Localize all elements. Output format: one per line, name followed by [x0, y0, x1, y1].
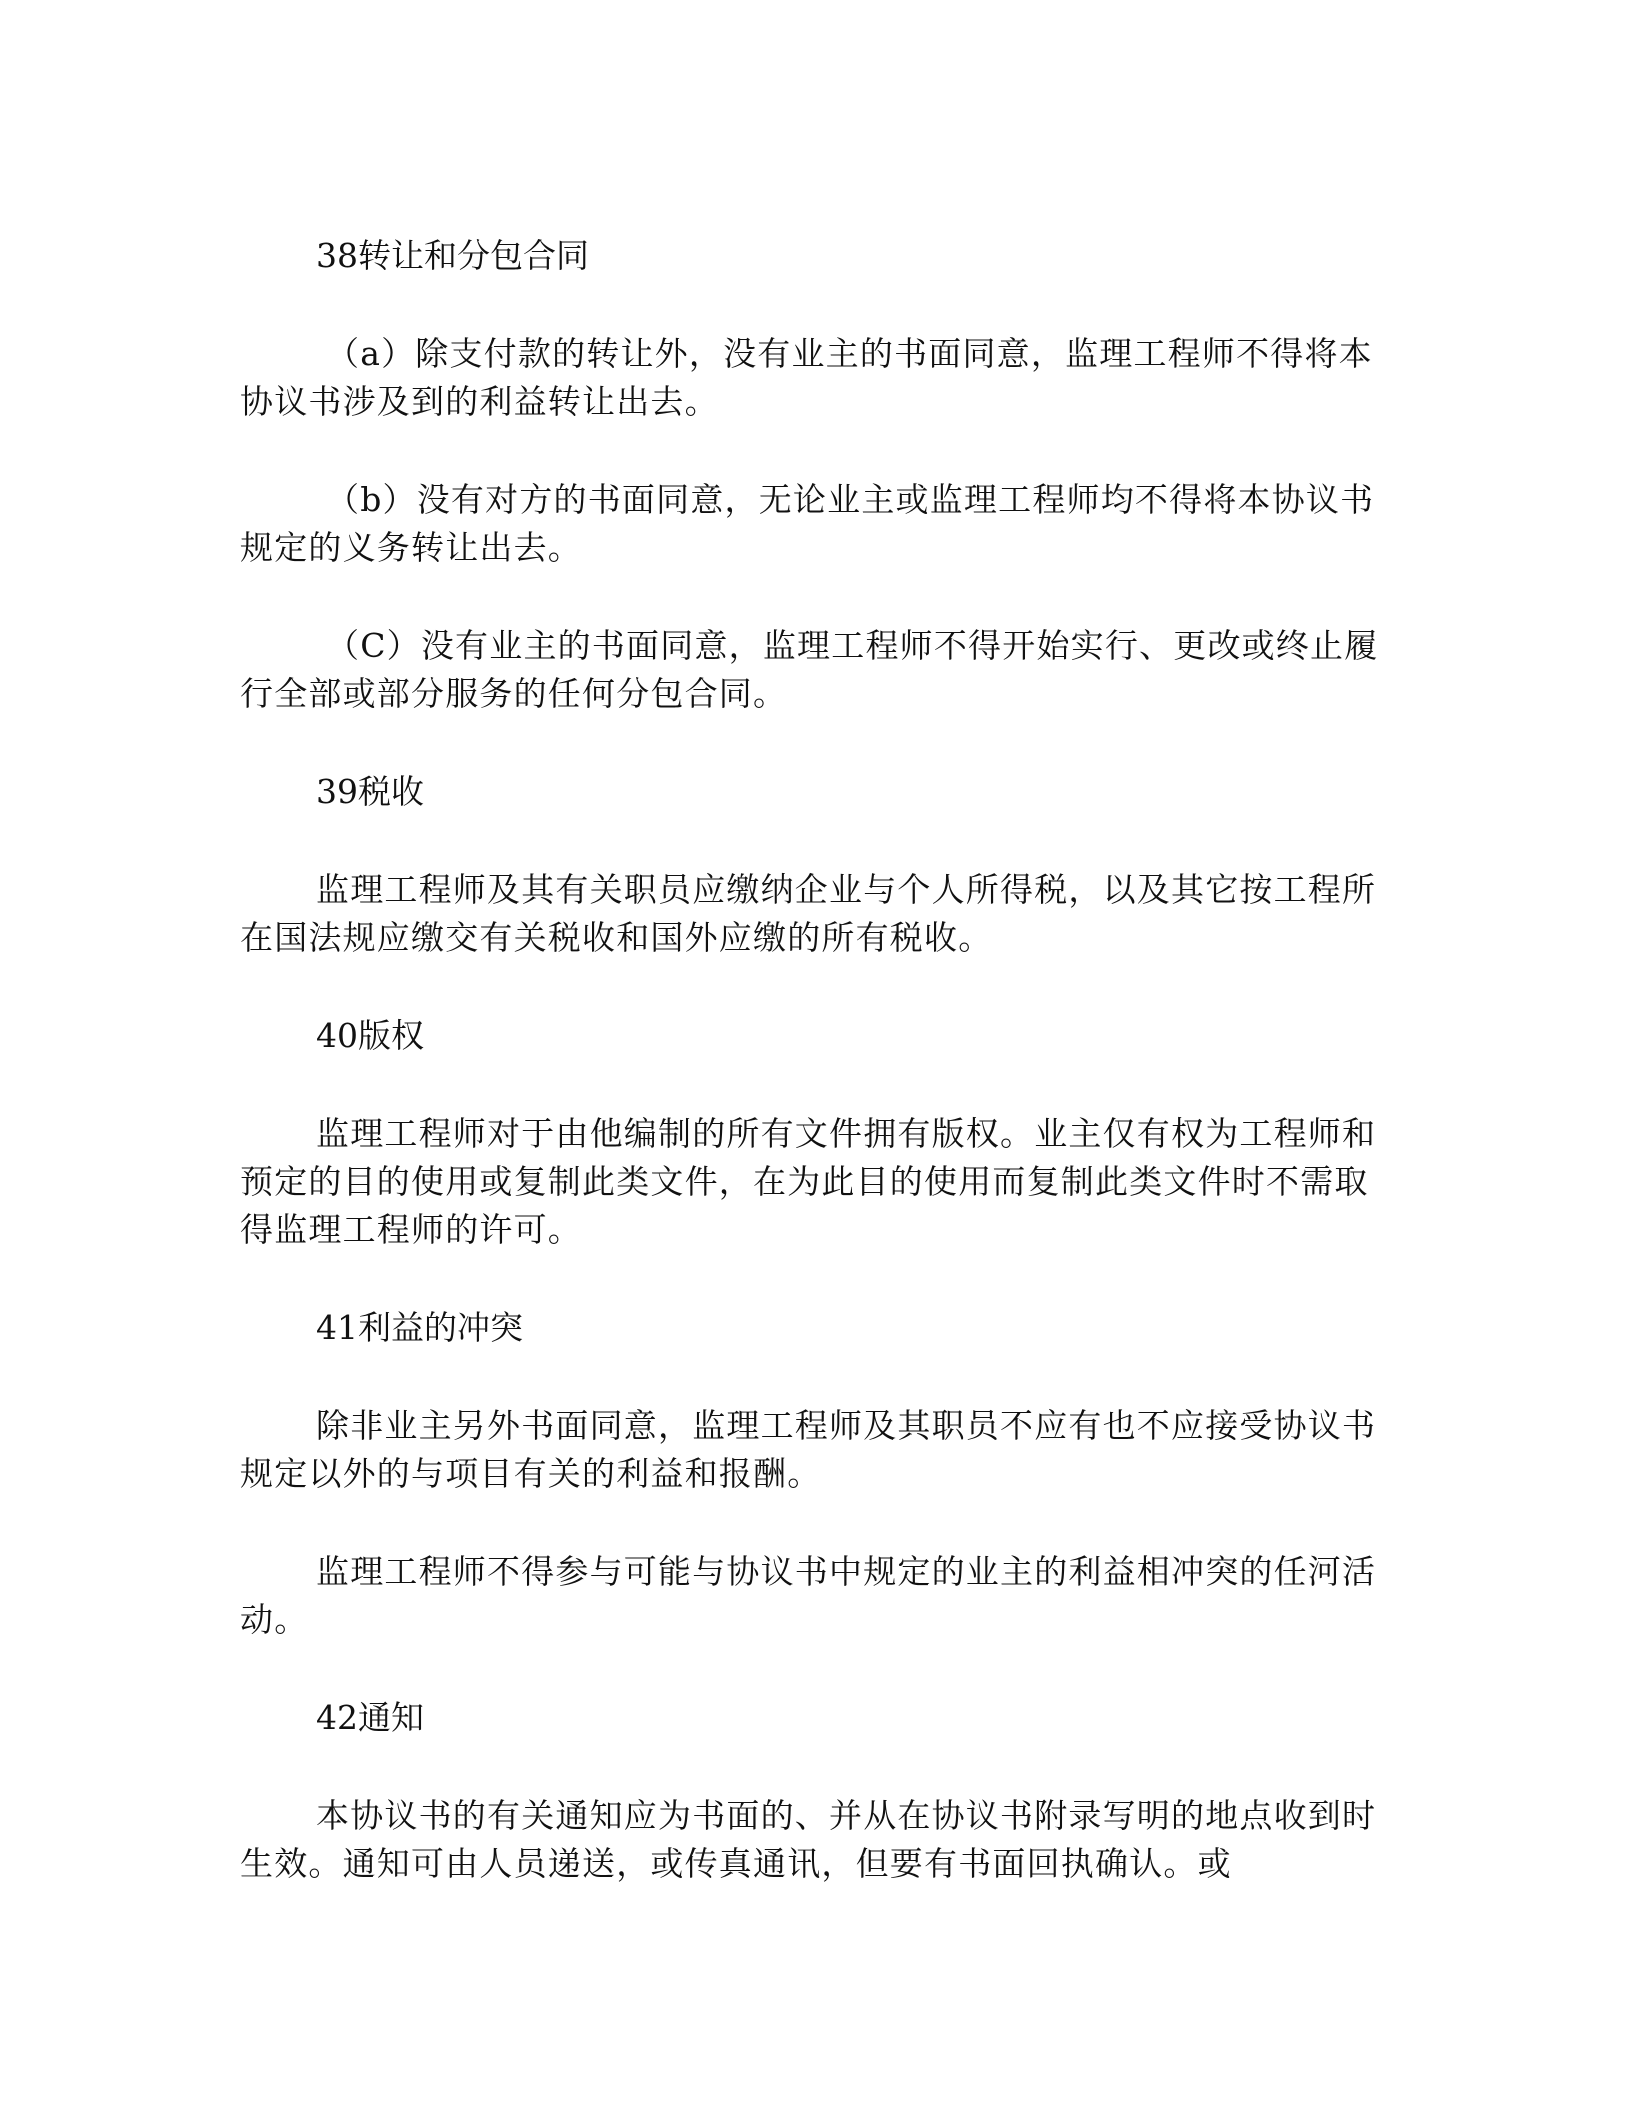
paragraph: 监理工程师不得参与可能与协议书中规定的业主的利益相冲突的任河活动。 [240, 1552, 1377, 1639]
section-heading: 39税收 [316, 772, 424, 811]
section-heading: 38转让和分包合同 [316, 236, 589, 275]
section-39 [240, 768, 1390, 962]
document-page [240, 232, 1390, 1888]
section-heading: 40版权 [316, 1016, 424, 1055]
paragraph: （b）没有对方的书面同意，无论业主或监理工程师均不得将本协议书规定的义务转让出去。 [240, 480, 1375, 567]
section-42 [240, 1694, 1390, 1888]
section-heading: 42通知 [316, 1698, 424, 1737]
paragraph: （a）除支付款的转让外，没有业主的书面同意，监理工程师不得将本协议书涉及到的利益转让出去。 [240, 334, 1373, 421]
section-40 [240, 1012, 1390, 1254]
paragraph: （C）没有业主的书面同意，监理工程师不得开始实行、更改或终止履行全部或部分服务的任何分包合同。 [240, 626, 1379, 713]
section-heading: 41利益的冲突 [316, 1308, 523, 1347]
paragraph: 除非业主另外书面同意，监理工程师及其职员不应有也不应接受协议书规定以外的与项目有关的利益和报酬。 [240, 1406, 1377, 1493]
section-38 [240, 232, 1390, 718]
paragraph: 本协议书的有关通知应为书面的、并从在协议书附录写明的地点收到时生效。通知可由人员递送，或传真通讯，但要有书面回执确认。或 [240, 1796, 1377, 1883]
paragraph: 监理工程师及其有关职员应缴纳企业与个人所得税，以及其它按工程所在国法规应缴交有关税收和国外应缴的所有税收。 [240, 870, 1377, 957]
paragraph: 监理工程师对于由他编制的所有文件拥有版权。业主仅有权为工程师和预定的目的使用或复制此类文件，在为此目的使用而复制此类文件时不需取得监理工程师的许可。 [240, 1114, 1377, 1249]
section-41 [240, 1304, 1390, 1644]
